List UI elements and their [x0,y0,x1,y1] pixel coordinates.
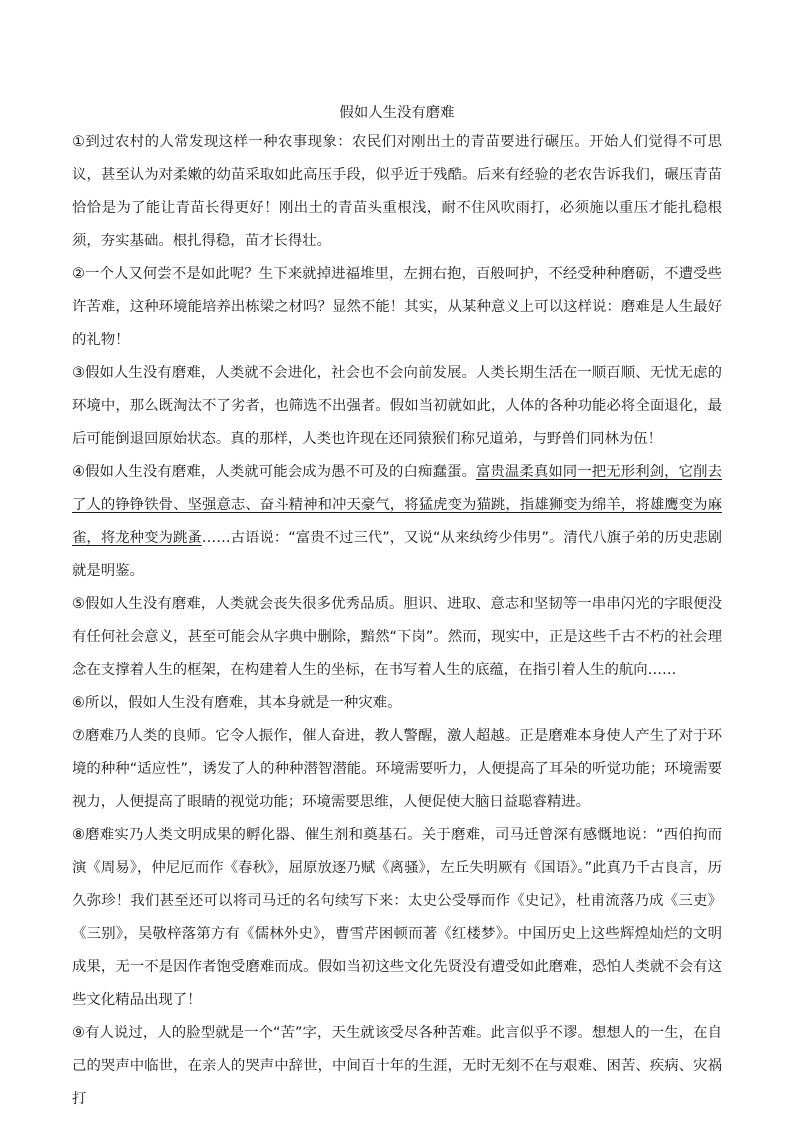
paragraph-5: ⑤假如人生没有磨难，人类就会丧失很多优秀品质。胆识、进取、意志和坚韧等一串串闪光的字眼便没有任何社会意义，甚至可能会从字典中删除，黯然“下岗”。然而，现实中，正是这些千古不朽的社会理念在支撑着人生的框架，在构建着人生的坐标，在书写着人生的底蕴，在指引着人生的航向…… [72,596,722,678]
article-title: 假如人生没有磨难 [339,105,455,121]
paragraph-3: ③假如人生没有磨难，人类就不会进化，社会也不会向前发展。人类长期生活在一顺百顺、无忧无虑的环境中，那么既淘汰不了劣者，也筛选不出强者。假如当初就如此，人体的各种功能必将全面退化，最后可能倒退回原始状态。真的那样，人类也许现在还同猿猴们称兄道弟，与野兽们同林为伍！ [72,365,722,447]
paragraph-4 [72,456,722,588]
article-body [72,100,722,1116]
paragraph-7: ⑦磨难乃人类的良师。它令人振作，催人奋进，教人警醒，激人超越。正是磨难本身使人产生了对于环境的种种“适应性”，诱发了人的种种潜智潜能。环境需要听力，人便提高了耳朵的听觉功能；环境需要视力，人便提高了眼睛的视觉功能；环境需要思维，人便促使大脑日益聪睿精进。 [72,728,722,810]
paragraph-4-underlined-passage: 富贵温柔真如同一把无形利剑，它削去了人的铮铮铁骨、坚强意志、奋斗精神和冲天豪气，将猛虎变为猫跳，指雄狮变为绵羊，将雄鹰变为麻雀，将龙种变为跳蚤 [72,464,722,546]
paragraph-2: ②一个人又何尝不是如此呢？生下来就掉进福堆里，左拥右抱，百般呵护，不经受种种磨砺，不遭受些许苦难，这种环境能培养出栋梁之材吗？显然不能！其实，从某种意义上可以这样说：磨难是人生最好的礼物！ [72,266,722,348]
paragraph-1: ①到过农村的人常发现这样一种农事现象：农民们对刚出土的青苗要进行碾压。开始人们觉得不可思议，甚至认为对柔嫩的幼苗采取如此高压手段，似乎近于残酷。后来有经验的老农告诉我们，碾压青苗恰恰是为了能让青苗长得更好！刚出土的青苗头重根浅，耐不住风吹雨打，必须施以重压才能扎稳根须，夯实基础。根扎得稳，苗才长得壮。 [72,134,722,249]
paragraph-4-tail: ……古语说：“富贵不过三代”，又说“从来纨绔少伟男”。清代八旗子弟的历史悲剧就是明鉴。 [72,530,722,579]
paragraph-9: ⑨有人说过，人的脸型就是一个“苦”字，天生就该受尽各种苦难。此言似乎不谬。想想人的一生，在自己的哭声中临世，在亲人的哭声中辞世，中间百十年的生涯，无时无刻不在与艰难、困苦、疾病、灾祸打 [72,1025,722,1107]
paragraph-4-lead: ④假如人生没有磨难，人类就可能会成为愚不可及的白痴蠢蛋。 [72,464,476,480]
paragraph-8: ⑧磨难实乃人类文明成果的孵化器、催生剂和奠基石。关于磨难，司马迁曾深有感慨地说：“西伯拘而演《周易》，仲尼厄而作《春秋》，屈原放逐乃赋《离骚》，左丘失明厥有《国语》。”此真乃千古良言，历久弥珍！我们甚至还可以将司马迁的名句续写下来：太史公受辱而作《史记》，杜甫流落乃成《三吏》《三别》，吴敬梓落第方有《儒林外史》，曹雪芹困顿而著《红楼梦》。中国历史上这些辉煌灿烂的文明成果，无一不是因作者饱受磨难而成。假如当初这些文化先贤没有遭受如此磨难，恐怕人类就不会有这些文化精品出现了！ [72,827,722,1008]
paragraph-6: ⑥所以，假如人生没有磨难，其本身就是一种灾难。 [72,695,402,711]
